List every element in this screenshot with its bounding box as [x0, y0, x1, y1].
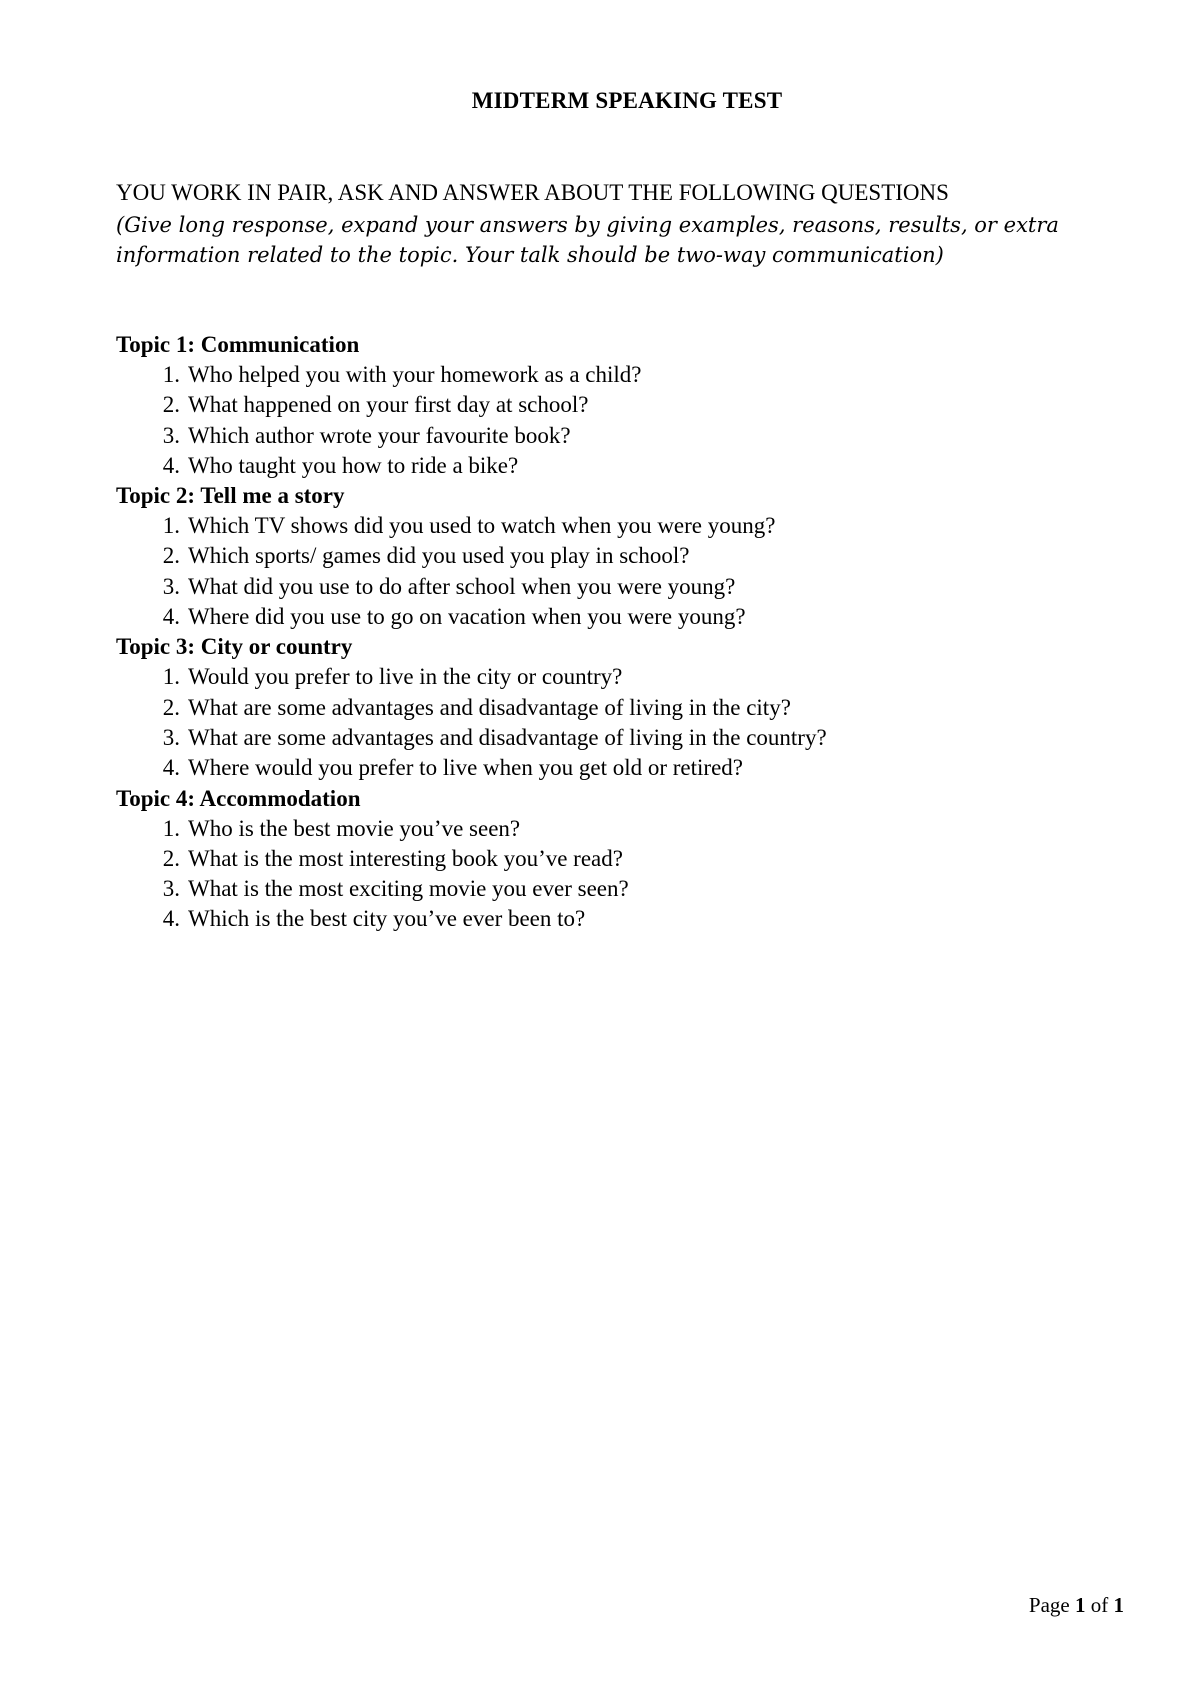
- topic-heading: Topic 3: City or country: [116, 634, 353, 660]
- question-text: Which is the best city you’ve ever been to?: [188, 906, 586, 932]
- instruction-note: [116, 210, 1116, 270]
- question-list: [116, 662, 1116, 783]
- question-text: Which author wrote your favourite book?: [188, 422, 571, 448]
- question-text: Would you prefer to live in the city or country?: [188, 664, 623, 690]
- question-list: [116, 814, 1116, 935]
- question-number: 2.: [162, 392, 180, 418]
- current-page-number: 1: [1075, 1593, 1086, 1617]
- topic-heading: Topic 4: Accommodation: [116, 785, 361, 811]
- note-line: (Give long response, expand your answers by giving examples, reasons, results, or extra: [116, 213, 1059, 237]
- question-item: [116, 360, 1116, 390]
- question-number: 4.: [162, 604, 180, 630]
- question-number: 1.: [162, 664, 180, 690]
- question-item: [116, 723, 1116, 753]
- question-item: [116, 572, 1116, 602]
- question-number: 1.: [162, 513, 180, 539]
- instruction-text: YOU WORK IN PAIR, ASK AND ANSWER ABOUT THE FOLLOWING QUESTIONS: [116, 180, 949, 205]
- question-text: Which sports/ games did you used you play in school?: [188, 543, 690, 569]
- question-text: Who helped you with your homework as a child?: [188, 362, 642, 387]
- question-number: 3.: [162, 724, 180, 750]
- question-item: [116, 541, 1116, 571]
- question-item: [116, 602, 1116, 632]
- question-item: [116, 421, 1116, 451]
- question-number: 4.: [162, 755, 180, 781]
- question-text: What are some advantages and disadvantage of living in the country?: [188, 724, 827, 750]
- question-item: [116, 874, 1116, 904]
- question-number: 2.: [162, 543, 180, 569]
- page-title: MIDTERM SPEAKING TEST: [471, 88, 783, 113]
- page-word: Page: [1028, 1593, 1070, 1617]
- question-list: [116, 360, 1116, 481]
- question-item: [116, 814, 1116, 844]
- question-text: What is the most exciting movie you ever seen?: [188, 876, 629, 902]
- question-number: 3.: [162, 422, 180, 448]
- question-list: [116, 511, 1116, 632]
- question-text: What did you use to do after school when you were young?: [188, 573, 736, 599]
- topics-section: [116, 330, 1116, 935]
- question-number: 4.: [162, 452, 180, 478]
- question-item: [116, 904, 1116, 934]
- of-word: of: [1090, 1593, 1109, 1617]
- question-item: [116, 511, 1116, 541]
- question-text: Which TV shows did you used to watch when you were young?: [188, 513, 776, 539]
- question-item: [116, 451, 1116, 481]
- question-text: Where did you use to go on vacation when you were young?: [188, 604, 746, 630]
- question-number: 1.: [162, 362, 180, 387]
- question-item: [116, 390, 1116, 420]
- question-text: What is the most interesting book you’ve read?: [188, 845, 623, 871]
- question-text: Who taught you how to ride a bike?: [188, 452, 519, 478]
- question-number: 3.: [162, 876, 180, 902]
- page-footer: [1029, 1593, 1124, 1618]
- question-item: [116, 693, 1116, 723]
- question-number: 2.: [162, 845, 180, 871]
- question-item: [116, 753, 1116, 783]
- question-number: 3.: [162, 573, 180, 599]
- topic-block: [116, 784, 1116, 935]
- question-text: What happened on your first day at school?: [188, 392, 589, 418]
- topic-block: [116, 481, 1116, 632]
- total-pages-number: 1: [1113, 1593, 1124, 1617]
- question-number: 1.: [162, 815, 180, 841]
- topic-heading: Topic 2: Tell me a story: [116, 483, 345, 509]
- topic-heading: Topic 1: Communication: [116, 332, 360, 357]
- question-item: [116, 662, 1116, 692]
- question-item: [116, 844, 1116, 874]
- note-line: information related to the topic. Your talk should be two-way communication): [116, 243, 944, 267]
- topic-block: [116, 632, 1116, 783]
- topic-block: [116, 330, 1116, 481]
- question-text: What are some advantages and disadvantage of living in the city?: [188, 694, 791, 720]
- question-text: Who is the best movie you’ve seen?: [188, 815, 521, 841]
- question-number: 4.: [162, 906, 180, 932]
- question-text: Where would you prefer to live when you get old or retired?: [188, 755, 743, 781]
- question-number: 2.: [162, 694, 180, 720]
